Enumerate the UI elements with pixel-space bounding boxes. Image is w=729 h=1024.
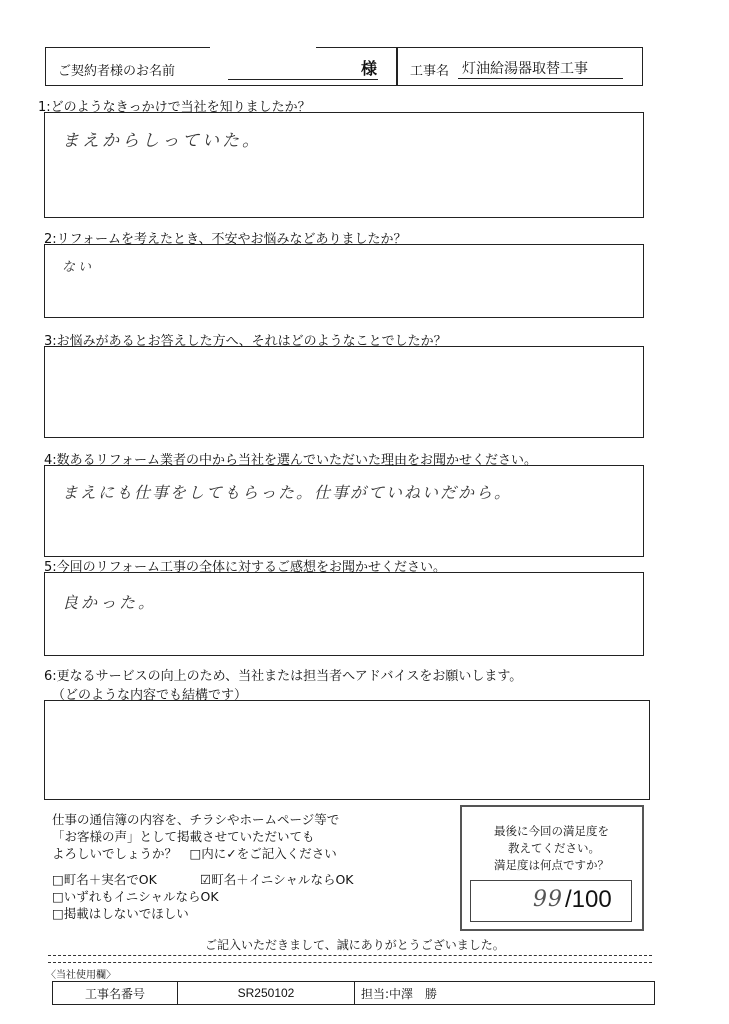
- score-input-box[interactable]: [470, 880, 632, 922]
- consent-line-2: 「お客様の声」として掲載させていただいても: [52, 829, 315, 844]
- honorific-label: 様: [361, 59, 378, 78]
- answer-2-handwriting: ない: [62, 260, 95, 275]
- answer-box-5: [44, 572, 644, 656]
- consent-line-3: よろしいでしょうか？ □内に✓をご記入ください: [52, 846, 337, 861]
- office-use-label: 〈当社使用欄〉: [46, 970, 116, 981]
- thanks-message: ご記入いただきまして、誠にありがとうございました。: [205, 938, 505, 952]
- dashed-separator-1: [48, 955, 652, 956]
- score-prompt-1: 最後に今回の満足度を: [494, 824, 609, 838]
- answer-5-handwriting: 良かった。: [62, 593, 158, 612]
- score-panel: [460, 805, 644, 931]
- answer-box-2: [44, 244, 644, 318]
- customer-name-label: ご契約者様のお名前: [58, 64, 176, 79]
- work-name-label: 工事名: [410, 64, 450, 79]
- score-value-handwriting: 99: [533, 887, 563, 912]
- customer-name-underline: [228, 79, 378, 80]
- consent-line-1: 仕事の通信簿の内容を、チラシやホームページ等で: [52, 812, 340, 827]
- header-top-gap-left: [210, 45, 316, 49]
- answer-4-handwriting: まえにも仕事をしてもらった。仕事がていねいだから。: [62, 483, 513, 502]
- consent-option-real-name[interactable]: □町名＋実名でOK: [52, 872, 157, 887]
- office-staff: 担当:中澤 勝: [361, 986, 438, 1001]
- question-1: 1:どのようなきっかけで当社を知りましたか？: [38, 100, 311, 115]
- answer-box-3: [44, 346, 644, 438]
- answer-1-handwriting: まえからしっていた。: [62, 131, 262, 151]
- dashed-separator-2: [48, 962, 652, 963]
- office-number-label-cell: [53, 982, 178, 1004]
- answer-box-6: [44, 700, 650, 800]
- consent-option-initials-checked[interactable]: ☑町名＋イニシャルならOK: [200, 872, 354, 887]
- question-6-sub: （どのような内容でも結構です）: [52, 688, 248, 703]
- office-use-table: [52, 981, 655, 1005]
- consent-option-no-publish[interactable]: □掲載はしないでほしい: [52, 906, 189, 921]
- question-4: 4:数あるリフォーム業者の中から当社を選んでいただいた理由をお聞かせください。: [44, 453, 538, 468]
- score-prompt-2: 教えてください。: [508, 841, 600, 855]
- score-prompt-3: 満足度は何点ですか？: [494, 858, 609, 872]
- work-name-underline: [458, 78, 623, 79]
- office-number-cell: [178, 982, 355, 1004]
- work-name-value: 灯油給湯器取替工事: [462, 61, 588, 77]
- answer-box-4: [44, 465, 644, 557]
- consent-option-all-initials[interactable]: □いずれもイニシャルならOK: [52, 889, 219, 904]
- header-divider: [396, 47, 398, 86]
- office-number-label: 工事名番号: [84, 986, 145, 1001]
- office-number-value: SR250102: [237, 986, 295, 1000]
- question-5: 5:今回のリフォーム工事の全体に対するご感想をお聞かせください。: [44, 560, 447, 575]
- question-6: 6:更なるサービスの向上のため、当社または担当者へアドバイスをお願いします。: [44, 669, 523, 684]
- office-staff-cell: [355, 982, 653, 1004]
- question-2: 2:リフォームを考えたとき、不安やお悩みなどありましたか？: [44, 232, 407, 247]
- question-3: 3:お悩みがあるとお答えした方へ、それはどのようなことでしたか？: [44, 334, 447, 349]
- score-max: /100: [565, 886, 612, 913]
